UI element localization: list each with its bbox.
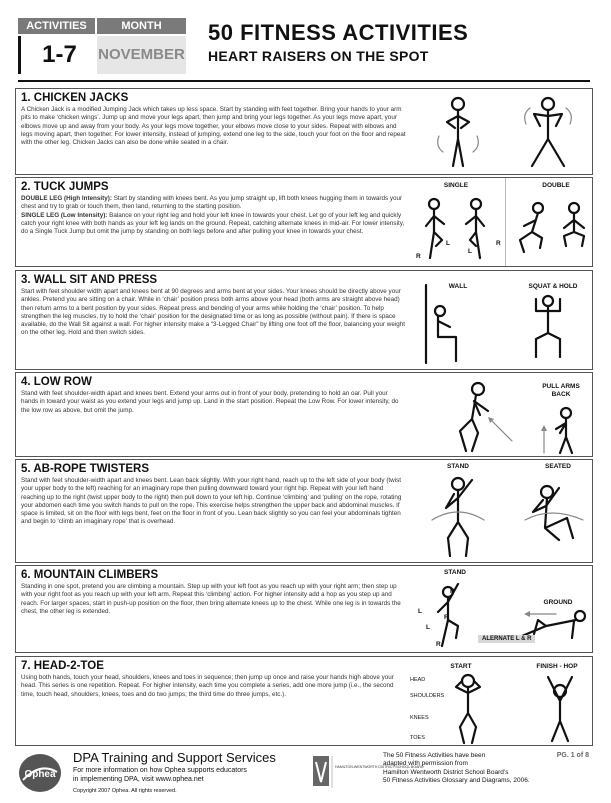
activity-illustration bbox=[408, 460, 592, 562]
stick-figure-icon bbox=[458, 196, 498, 264]
alternate-badge: ALERNATE L & R bbox=[478, 635, 535, 643]
activity-card-ab-rope-twisters bbox=[15, 459, 593, 563]
activity-heading: 4. LOW ROW bbox=[21, 376, 92, 388]
ophea-logo bbox=[17, 752, 63, 794]
activity-description bbox=[21, 195, 406, 236]
activity-heading: 5. AB-ROPE TWISTERS bbox=[21, 463, 149, 475]
start-label: START bbox=[450, 663, 472, 670]
activity-card-head-2-toe bbox=[15, 656, 593, 746]
month-label: MONTH bbox=[97, 18, 186, 34]
stand-label: STAND bbox=[447, 463, 469, 470]
footer-org-title: DPA Training and Support Services bbox=[73, 750, 276, 765]
stick-figure-icon bbox=[416, 196, 456, 264]
double-leg-label: DOUBLE LEG (High Intensity): bbox=[21, 195, 112, 202]
page-title: 50 FITNESS ACTIVITIES bbox=[208, 20, 469, 45]
stick-figure-icon bbox=[554, 200, 592, 260]
back-label: BACK bbox=[551, 391, 571, 398]
activities-value: 1-7 bbox=[18, 36, 98, 74]
activity-card-mountain-climbers bbox=[15, 565, 593, 653]
stick-figure-icon bbox=[422, 285, 472, 365]
single-leg-text: Balance on your right leg and hold your left knee in towards your chest. Let go of your left leg and quickly catch your right knee with both hands as your left leg lands on the ground. Repeat, catching alternate knees in mid-air. For lower intensity, do a Single Tuck Jump but omit the jump by standing on both legs before and after pulling your knee in towards your chest. bbox=[21, 211, 405, 236]
activity-description: Start with feet shoulder width apart and knees bent at 90 degrees and arms bent at your sides. Your knees should be directly above your ankles. Pretend you are sitting on a chair. While in ‘chair’ position press both arms above your head (both arms are straight above head) then return arms to a bent position by your sides. Repeat press and bending of your arms while holding the ‘chair’ position. To help strengthen the leg muscles, try to hold the ‘chair’ position for the designated time or as long as possible (without pain). If there is space available, do the Wall Sit against a wall. For higher intensity make a “3-Legged Chair” by lifting one foot off the floor, balancing your weight on the other leg. Hold and then switch sides. bbox=[21, 288, 405, 337]
activity-illustration bbox=[408, 89, 592, 174]
squat-hold-label: SQUAT & HOLD bbox=[528, 283, 578, 290]
header-divider bbox=[18, 80, 590, 82]
stick-figure-icon bbox=[516, 200, 554, 260]
permission-note bbox=[383, 752, 538, 786]
page-subtitle: HEART RAISERS ON THE SPOT bbox=[208, 48, 429, 64]
activities-month-box bbox=[18, 18, 186, 74]
head-label: HEAD bbox=[410, 677, 426, 683]
activities-label: ACTIVITIES bbox=[18, 18, 95, 34]
footer-copyright: Copyright 2007 Ophea. All rights reserved. bbox=[73, 788, 177, 794]
activity-heading: 7. HEAD-2-TOE bbox=[21, 660, 104, 672]
activity-heading: 3. WALL SIT AND PRESS bbox=[21, 274, 158, 286]
stick-figure-icon bbox=[518, 94, 578, 172]
permission-line: adapted with permission from bbox=[383, 760, 468, 768]
stick-figure-icon bbox=[520, 293, 580, 363]
hw-logo-text: HAMILTON-WENTWORTH DISTRICT SCHOOL BOARD bbox=[335, 765, 424, 769]
stick-figure-icon bbox=[444, 673, 494, 745]
knees-label: KNEES bbox=[410, 715, 429, 721]
shoulders-label: SHOULDERS bbox=[410, 693, 445, 699]
leg-mark: L bbox=[468, 248, 472, 255]
activity-illustration bbox=[408, 178, 592, 266]
stick-figure-icon bbox=[538, 673, 582, 745]
activity-description: Stand with feet shoulder-width apart and knees bent. Extend your arms out in front of your body, pretending to hold an oar. Pull your hands in toward your waist as you extend your legs and jump up. Land in the start position. Repeat the Low Row. For lower intensity, do the low row as above, but omit the jump. bbox=[21, 390, 399, 414]
leg-mark: R bbox=[496, 240, 501, 247]
footer-info-line: For more information on how Ophea supports educators bbox=[73, 767, 247, 774]
finish-hop-label: FINISH - HOP bbox=[536, 663, 578, 670]
limb-mark: R bbox=[450, 588, 455, 595]
stick-figure-icon bbox=[448, 381, 528, 456]
activity-card-tuck-jumps bbox=[15, 177, 593, 267]
activity-illustration bbox=[408, 657, 592, 745]
limb-mark: R bbox=[436, 641, 441, 648]
activity-card-wall-sit-and-press bbox=[15, 270, 593, 370]
logo-text: Ophea bbox=[24, 769, 56, 780]
activity-heading: 6. MOUNTAIN CLIMBERS bbox=[21, 569, 159, 581]
footer-info-line: in implementing DPA, visit www.ophea.net bbox=[73, 776, 204, 783]
stand-label: STAND bbox=[444, 569, 466, 576]
wall-label: WALL bbox=[448, 283, 468, 290]
activity-card-low-row bbox=[15, 372, 593, 457]
hwdsb-logo bbox=[313, 754, 424, 790]
pull-arms-label: PULL ARMS bbox=[542, 383, 580, 390]
activity-description: Stand with feet shoulder-width apart and knees bent. Lean back slightly. With your right hand, reach up to the left side of your body (twist your upper body to the left) reaching for an imaginary rope then pulling downward toward your right hip. Repeat with your left hand reaching up to the right (twist upper body to the right) then pull down to your left hip. Continue ‘climbing’ and ‘pulling’ on the rope, rotating your abdomen each time you switch hands to pull on the rope. This exercise helps strengthen the upper back and abdominal muscles. If space is limited, sit on the floor with legs bent, feet on the floor in front of you. Lean back slightly so you can feel your abdominals tighten and begin to ‘climb an imaginary rope’ that is overhead. bbox=[21, 477, 402, 526]
permission-line: Hamilton Wentworth District School Board’s bbox=[383, 768, 509, 776]
stick-figure-icon bbox=[433, 94, 483, 172]
activity-illustration bbox=[408, 566, 592, 652]
ground-label: GROUND bbox=[543, 599, 573, 606]
activity-description: A Chicken Jack is a modified Jumping Jack which takes up less space. Start by standing with feet together. Bring your hands to your arm pits to make ‘chicken wings’. Jump up and move your legs apart, then jump and bring your legs together. As your legs move apart, your elbows move up and away from your body. As your legs move together, your elbows move close to your sides. Repeat with elbows and legs moving apart, then together. For lower intensity, instead of jumping, extend one leg to the side, touch your foot on the floor and repeat with the other leg. Chicken Jacks can also be done while seated in a chair. bbox=[21, 106, 406, 147]
toes-label: TOES bbox=[410, 735, 425, 741]
stick-figure-icon bbox=[523, 482, 588, 552]
page-header bbox=[18, 18, 590, 74]
stick-figure-icon bbox=[428, 474, 488, 560]
activity-heading: 1. CHICKEN JACKS bbox=[21, 92, 129, 104]
activity-card-chicken-jacks bbox=[15, 88, 593, 175]
page-footer bbox=[15, 748, 593, 798]
activity-illustration bbox=[408, 271, 592, 369]
activity-illustration bbox=[408, 373, 592, 456]
double-leg-text: Start by standing with knees bent. As you jump straight up, lift both knees hugging them in towards your chest and try to grab or touch them, then land, returning to the starting position. bbox=[21, 195, 403, 211]
permission-line: 50 Fitness Activities Glossary and Diagrams, 2006. bbox=[383, 777, 530, 785]
activity-description: Using both hands, touch your head, shoulders, knees and toes in sequence; then jump up once and raise your hands high above your head. This series is one repetition. Repeat. For higher intensity, each time you complete a series, add one more jump (i.e., the second time, touch head, shoulders, knees, toes and do two jumps; the third time do three jumps, etc.). bbox=[21, 674, 394, 698]
limb-mark: R bbox=[444, 614, 449, 621]
illustration-divider bbox=[505, 178, 506, 266]
leg-mark: L bbox=[446, 240, 450, 247]
activity-description: Standing in one spot, pretend you are climbing a mountain. Step up with your left foot as you reach up with your right arm; then step up with your right foot as you reach up with your left arm. Repeat this ‘climbing’ action. For higher intensity add a hop as you step up and reach. For larger spaces, start in push-up position on the floor, then bring alternate knees up to the chest. While one leg is in towards the chest, the other leg is extended. bbox=[21, 583, 401, 615]
single-label: SINGLE bbox=[443, 182, 469, 189]
limb-mark: L bbox=[418, 608, 422, 615]
single-leg-label: SINGLE LEG (Low Intensity): bbox=[21, 211, 108, 219]
seated-label: SEATED bbox=[545, 463, 571, 470]
month-value: NOVEMBER bbox=[97, 36, 186, 74]
leg-mark: R bbox=[416, 253, 421, 260]
page-number: PG. 1 of 8 bbox=[556, 752, 589, 759]
permission-line: The 50 Fitness Activities have been bbox=[383, 752, 486, 759]
limb-mark: L bbox=[426, 624, 430, 631]
stick-figure-icon bbox=[536, 407, 586, 455]
activity-heading: 2. TUCK JUMPS bbox=[21, 181, 109, 193]
double-label: DOUBLE bbox=[542, 182, 570, 189]
